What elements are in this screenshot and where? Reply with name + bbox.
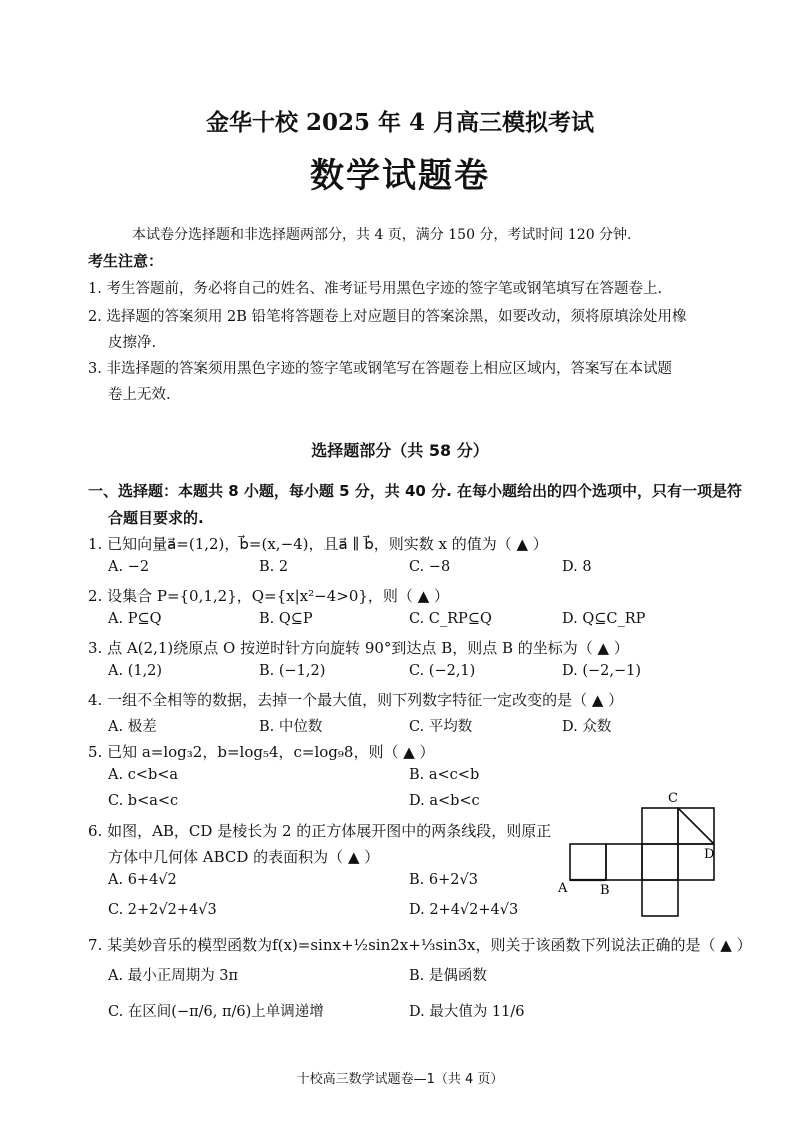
notes-heading: 考生注意：: [88, 252, 164, 270]
note-line-2-cont: 皮擦净.: [108, 335, 157, 351]
label-c: C: [668, 791, 678, 806]
net-square: [642, 808, 678, 844]
exam-title: 金华十校 2025 年 4 月高三模拟考试: [205, 109, 595, 136]
q3-option-a: A. (1,2): [108, 663, 163, 679]
q6-option-a: A. 6+4√2: [108, 872, 177, 888]
question-3: 3. 点 A(2,1)绕原点 O 按逆时针方向旋转 90°到达点 B，则点 B 的坐标为（ ▲ ）: [88, 639, 629, 657]
paper-title: 数学试题卷: [310, 156, 490, 196]
q2-option-d: D. Q⊆C_RP: [562, 611, 646, 627]
cube-net-figure: [556, 786, 726, 920]
note-line-3-cont: 卷上无效.: [108, 387, 171, 403]
part-one-line-1: 一、选择题：本题共 8 小题，每小题 5 分，共 40 分. 在每小题给出的四个选项中，只有一项是符: [88, 482, 743, 500]
q7-option-d: D. 最大值为 11/6: [409, 1004, 525, 1020]
net-square: [642, 844, 678, 880]
question-4: 4. 一组不全相等的数据，去掉一个最大值，则下列数字特征一定改变的是（ ▲ ）: [88, 691, 624, 709]
q5-option-b: B. a<c<b: [409, 767, 480, 783]
q1-option-b: B. 2: [259, 559, 289, 575]
q1-option-c: C. −8: [409, 559, 451, 575]
q6-option-b: B. 6+2√3: [409, 872, 478, 888]
q3-option-b: B. (−1,2): [259, 663, 326, 679]
q4-option-b: B. 中位数: [259, 719, 323, 735]
q4-option-d: D. 众数: [562, 719, 612, 735]
q5-option-d: D. a<b<c: [409, 793, 480, 809]
intro-text: 本试卷分选择题和非选择题两部分，共 4 页，满分 150 分，考试时间 120 分钟.: [132, 227, 632, 243]
section-title: 选择题部分（共 58 分）: [311, 441, 489, 460]
net-square: [570, 844, 606, 880]
label-d: D: [704, 847, 715, 862]
q2-option-b: B. Q⊆P: [259, 611, 313, 627]
q6-option-c: C. 2+2√2+4√3: [108, 902, 217, 918]
net-square: [642, 880, 678, 916]
net-square: [606, 844, 642, 880]
q6-option-d: D. 2+4√2+4√3: [409, 902, 519, 918]
note-line-1: 1. 考生答题前，务必将自己的姓名、准考证号用黑色字迹的签字笔或钢笔填写在答题卷上.: [88, 281, 663, 297]
question-1: 1. 已知向量a⃗=(1,2)，b⃗=(x,−4)，且a⃗ ∥ b⃗，则实数 x 的值为（ ▲ ）: [88, 535, 548, 553]
q4-option-c: C. 平均数: [409, 719, 473, 735]
q5-option-c: C. b<a<c: [108, 793, 179, 809]
q3-option-c: C. (−2,1): [409, 663, 476, 679]
q2-option-c: C. C_RP⊆Q: [409, 611, 492, 627]
q3-option-d: D. (−2,−1): [562, 663, 641, 679]
question-6-line-2: 方体中几何体 ABCD 的表面积为（ ▲ ）: [108, 848, 380, 866]
question-7: 7. 某美妙音乐的模型函数为f(x)=sinx+½sin2x+⅓sin3x，则关于该函数下列说法正确的是（ ▲ ）: [88, 936, 752, 954]
q5-option-a: A. c<b<a: [108, 767, 179, 783]
segment-cd: [678, 808, 714, 844]
part-one-line-2: 合题目要求的.: [108, 509, 204, 527]
note-line-2: 2. 选择题的答案须用 2B 铅笔将答题卷上对应题目的答案涂黑，如要改动，须将原填涂处用橡: [88, 309, 687, 325]
label-a: A: [558, 881, 568, 896]
question-2: 2. 设集合 P={0,1,2}，Q={x|x²−4>0}，则（ ▲ ）: [88, 587, 449, 605]
note-line-3: 3. 非选择题的答案须用黑色字迹的签字笔或钢笔写在答题卷上相应区域内，答案写在本试题: [88, 361, 672, 377]
q7-option-b: B. 是偶函数: [409, 968, 487, 984]
q2-option-a: A. P⊆Q: [108, 611, 162, 627]
q1-option-a: A. −2: [108, 559, 150, 575]
question-5: 5. 已知 a=log₃2，b=log₅4，c=log₉8，则（ ▲ ）: [88, 743, 435, 761]
q7-option-c: C. 在区间(−π/6, π/6)上单调递增: [108, 1004, 324, 1020]
q1-option-d: D. 8: [562, 559, 592, 575]
page-footer: 十校高三数学试题卷—1（共 4 页）: [296, 1072, 504, 1087]
q4-option-a: A. 极差: [108, 719, 157, 735]
question-6-line-1: 6. 如图，AB，CD 是棱长为 2 的正方体展开图中的两条线段，则原正: [88, 822, 552, 840]
q7-option-a: A. 最小正周期为 3π: [108, 968, 239, 984]
label-b: B: [600, 883, 610, 898]
